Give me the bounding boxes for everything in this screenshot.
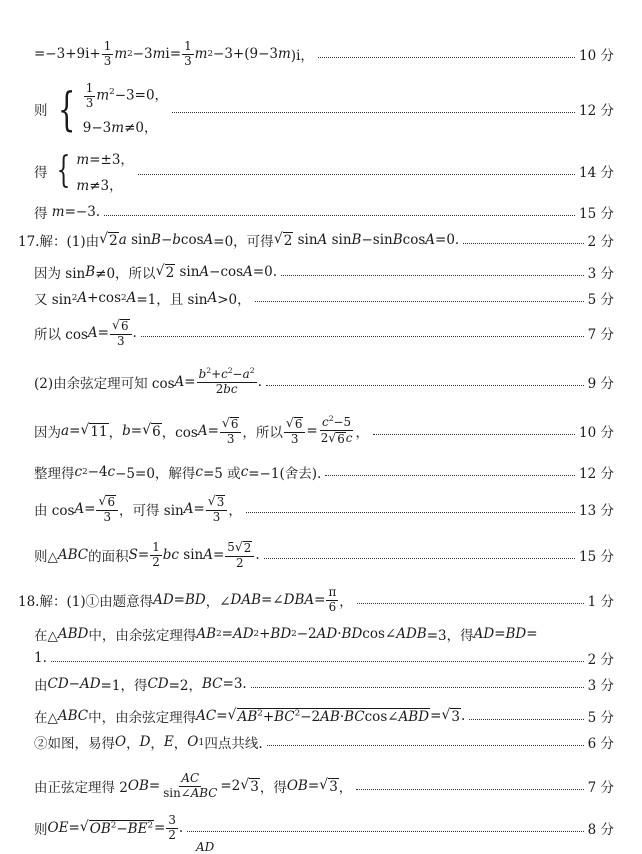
leader-dots [357,603,584,604]
system-row-2: 9−3m≠0， [82,120,158,137]
score-label: 3 分 [587,266,614,282]
line-content: 因为 a = √ 11 ， b = √ 6 ，cos A = √ 6 3 ，所以 √ 6 3 = $c^2-5$ 2 √ 6 c ， [34,414,369,446]
line-content: 则△ ABC 的面积 S = $\frac{1}{2}$ bc sin A = 5 √ 2 2 . [34,539,260,570]
score-label: 9 分 [587,376,614,393]
line-content: 在△ ABD 中，由余弦定理得 AB 2 = AD 2 + BD 2 −2 AD · BD cos∠ ADB =3，得 AD = BD = [34,626,538,644]
system-row-2: m≠3， [76,178,123,194]
leader-dots [187,831,583,832]
solution-line-19 [34,732,614,752]
solution-line-18 [34,706,614,726]
leader-dots [138,174,575,175]
leader-dots [266,385,584,386]
score-label: 6 分 [587,736,614,752]
solution-line-3 [34,148,614,194]
score-label: 13 分 [579,503,614,520]
score-label: 7 分 [587,327,614,344]
solution-line-1 [34,40,614,68]
score-label: 10 分 [579,48,614,65]
line-content: 则 { $\frac{1}{3}$ $m^2-3=0$， 9−3m≠0， [34,81,169,137]
score-label: 5 分 [587,292,614,308]
leader-dots [356,789,583,790]
line-content: 得 m =−3. [34,204,101,222]
solution-line-20 [34,772,614,800]
leader-dots [463,243,583,244]
score-label: 15 分 [579,206,614,222]
solution-line-17 [34,674,614,694]
score-label: 2 分 [587,652,614,668]
solution-line-7 [34,288,614,308]
line-content: 在△ ABC 中，由余弦定理得 AC = √ $AB^2+BC^2-2AB\cdot BCcos\angle ABD$ = √ 3 . [34,707,466,726]
solution-line-9 [34,368,614,396]
line-content: 由正弦定理得 2 OB = $\frac{AC}{\text{sin∠ABC}}$ =2 √ 3 ，得 OB = √ 3 ， [34,771,353,800]
solution-line-16 [34,648,614,668]
leader-dots [172,112,575,113]
solution-line-11 [34,462,614,482]
leader-dots [373,434,575,435]
solution-line-4 [34,202,614,222]
solution-line-14 [18,586,614,614]
score-label: 10 分 [579,425,614,442]
line-content: 1. [34,650,47,666]
score-label: 2 分 [587,234,614,250]
leader-dots [325,475,575,476]
line-content: 由 CD − AD =1，得 CD =2， BC =3. [34,676,247,694]
score-label: 14 分 [579,165,614,181]
line-content: ②如图，易得 O ， D ， E ， O 1 四点共线. [34,734,263,752]
score-label: 12 分 [579,466,614,482]
line-content: 得 { m=±3， m≠3， [34,150,134,194]
leader-dots [267,745,584,746]
line-content: 整理得 c 2 −4 c −5=0，解得 c =5 或 c =−1(舍去). [34,464,322,482]
solution-line-6 [34,262,614,282]
system-row-1: $\frac{1}{3}$ $m^2-3=0$， [85,81,169,110]
solution-line-12 [34,494,614,524]
solution-line-15 [34,624,614,644]
solution-line-10 [34,416,614,446]
score-label: 5 分 [587,710,614,726]
system-row-1: m=±3， [76,152,134,168]
solution-line-21 [34,814,614,842]
solution-line-8 [34,318,614,348]
solution-line-2 [34,82,614,136]
score-label: 7 分 [587,780,614,797]
solution-line-5 [18,230,614,250]
leader-dots [255,301,584,302]
score-label: 12 分 [579,103,614,120]
line-content: 由 cos A = √ 6 3 ，可得 sin A = √ 3 3 ， [34,493,242,524]
line-content: 17.解：(1)由 √ 2 a sin B − b cos A =0，可得 √ 2 sin A sin B −sin B cos A =0. [18,231,460,250]
line-content: 因为 sin B ≠0，所以 √ 2 sin A −cos A =0. [34,263,278,282]
line-content: =−3+9i+ $\frac{1}{3}$ m 2 −3 m i= $\frac{1}{3}$ m 2 −3+(9−3 m )i， [34,39,314,68]
score-label: 3 分 [587,678,614,694]
solution-line-13 [34,540,614,570]
score-label: 1 分 [587,594,614,611]
score-label: 8 分 [587,822,614,839]
leader-dots [141,336,584,337]
line-content: (2)由余弦定理可知 cos A = $\frac{b^2+c^2-a^2}{2bc}$ . [34,366,262,396]
leader-dots [251,687,584,688]
line-content: 则 OE = √ $OB^2-BE^2$ = $\frac{3}{2}$ . [34,813,184,842]
leader-dots [246,512,575,513]
score-label: 15 分 [579,549,614,566]
leader-dots [104,215,575,216]
line-content: 又 sin 2 A +cos 2 A =1，且 sin A >0， [34,290,251,308]
leader-dots [281,275,584,276]
leader-dots [264,558,575,559]
leader-dots [469,719,583,720]
line-content: 所以 cos A = √ 6 3 . [34,317,137,348]
cut-off-text: AD [196,840,215,854]
leader-dots [318,57,575,58]
leader-dots [51,661,584,662]
line-content: 18.解：(1)①由题意得 AD = BD ，∠ DAB =∠ DBA = $\frac{\pi}{6}$ ， [18,585,353,614]
